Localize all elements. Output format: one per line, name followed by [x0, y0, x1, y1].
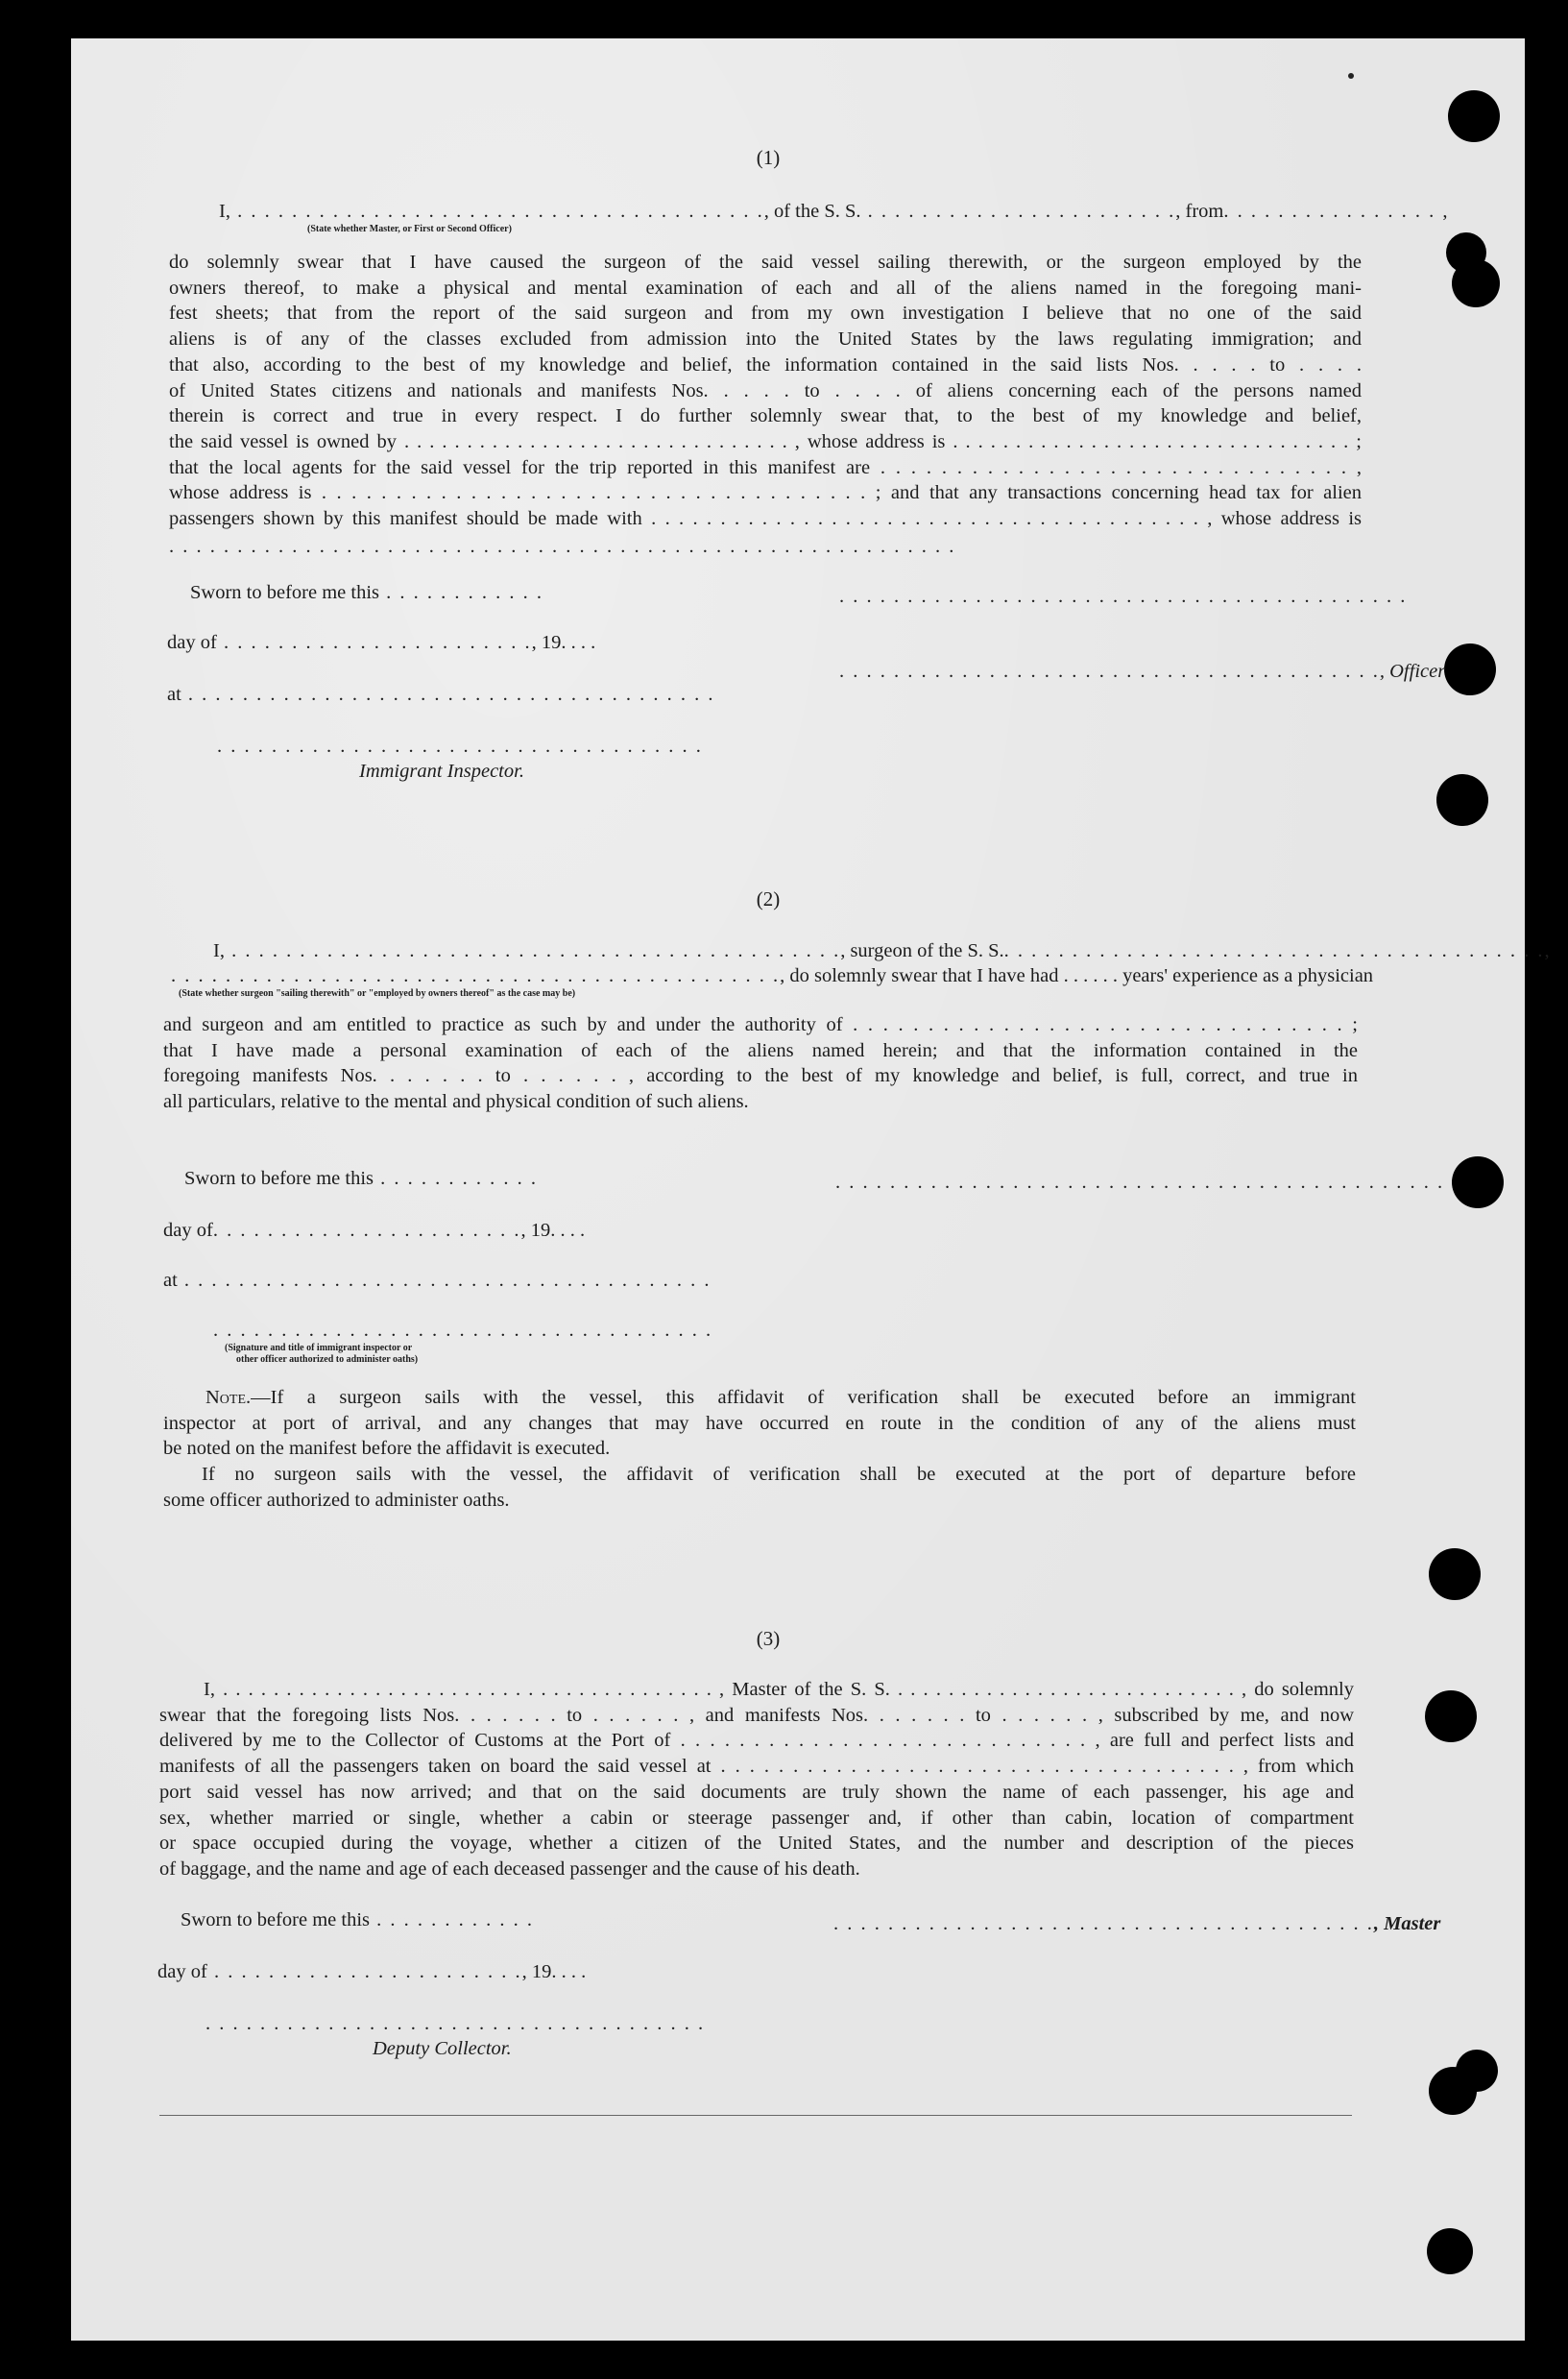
s1-officer-line: . . . . . . . . . . . . . . . . . . . . . . . . . . . . . . . . . . . . . . . ., Officer: [839, 661, 1446, 682]
s3-collector: Deputy Collector.: [373, 2038, 512, 2059]
bottom-rule: [159, 2115, 1352, 2116]
punch-hole: [1456, 2050, 1498, 2092]
s2-note2: [163, 1462, 1356, 1513]
s1-line: fest sheets; that from the report of the said surgeon and from my own investigation I believe that no one of the said: [169, 303, 1362, 325]
s2-line: and surgeon and am entitled to practice as such by and under the authority of . . . . . . . . . . . . . . . . . . . . . . . . . . . . . . . . . ;: [163, 1014, 1358, 1035]
s1-line: passengers shown by this manifest should be made with . . . . . . . . . . . . . . . . . . . . . . . . . . . . . . . . . . . . . . . . , whose address is: [169, 508, 1362, 530]
s1-line: owners thereof, to make a physical and mental examination of each and all of the aliens named in the foregoing mani-: [169, 277, 1362, 299]
punch-hole: [1425, 1690, 1477, 1742]
speck: [1348, 73, 1354, 79]
s3-line: or space occupied during the voyage, whether a citizen of the United States, and the number and description of the pieces: [159, 1833, 1354, 1855]
s1-line: that the local agents for the said vessel for the trip reported in this manifest are . . . . . . . . . . . . . . . . . . . . . . . . . . . . . . . ,: [169, 456, 1362, 478]
s2-sig-note: (Signature and title of immigrant inspector or: [225, 1343, 413, 1353]
s2-body: [163, 1012, 1358, 1115]
s3-line: I, . . . . . . . . . . . . . . . . . . . . . . . . . . . . . . . . . . . . . . . , Master of the S. S. . . . . . . . . . . . . . . . . . . . . . . . . . . . , do solemnly: [204, 1679, 1354, 1700]
s1-sworn: Sworn to before me this . . . . . . . . . . . .: [190, 582, 543, 603]
s2-note-line: be noted on the manifest before the affidavit is executed.: [163, 1438, 611, 1460]
s2-note: [163, 1385, 1356, 1462]
section-3-number: (3): [756, 1627, 781, 1650]
s3-line: sex, whether married or single, whether a cabin or steerage passenger and, if other than cabin, location of compartment: [159, 1807, 1354, 1829]
s1-line: whose address is . . . . . . . . . . . . . . . . . . . . . . . . . . . . . . . . . . . . . ; and that any transactions concerning head tax for alien: [169, 482, 1362, 504]
s1-trailing-dots: . . . . . . . . . . . . . . . . . . . . . . . . . . . . . . . . . . . . . . . . . . . . . . . . . . . . . . . . . .: [169, 536, 956, 557]
s3-line: manifests of all the passengers taken on board the said vessel at . . . . . . . . . . . . . . . . . . . . . . . . . . . . . . . . . . . . , from which: [159, 1756, 1354, 1778]
s2-sworn: Sworn to before me this . . . . . . . . . . . .: [184, 1168, 538, 1189]
s3-line: of baggage, and the name and age of each deceased passenger and the cause of his death.: [159, 1857, 860, 1880]
s2-line1: I, . . . . . . . . . . . . . . . . . . . . . . . . . . . . . . . . . . . . . . . . . . . . ., surgeon of the S. S.. . . . . . . . . . . . . . . . . . . . . . . . . . . . . . . . . . . . . . . .,: [213, 940, 1552, 961]
s1-signature-line: . . . . . . . . . . . . . . . . . . . . . . . . . . . . . . . . . . . . . . . . . .: [839, 586, 1408, 607]
s2-line2: . . . . . . . . . . . . . . . . . . . . . . . . . . . . . . . . . . . . . . . . . . . . ., do solemnly swear that I have had . . . . . . years' experience as a physician: [171, 965, 1374, 986]
s1-note-under: (State whether Master, or First or Second Officer): [307, 224, 512, 234]
s2-at: at . . . . . . . . . . . . . . . . . . . . . . . . . . . . . . . . . . . . . . .: [163, 1270, 712, 1291]
s2-note2-line: some officer authorized to administer oaths.: [163, 1489, 510, 1511]
s1-line: of United States citizens and nationals and manifests Nos. . . . . to . . . . of aliens concerning each of the persons named: [169, 379, 1362, 401]
s2-note-line: inspector at port of arrival, and any changes that may have occurred en route in the condition of any of the aliens must: [163, 1412, 1356, 1434]
punch-hole: [1448, 90, 1500, 142]
punch-hole: [1444, 643, 1496, 695]
punch-hole: [1436, 774, 1488, 826]
s3-line: delivered by me to the Collector of Customs at the Port of . . . . . . . . . . . . . . . . . . . . . . . . . . . . , are full and perfect lists and: [159, 1730, 1354, 1752]
s1-inspector: Immigrant Inspector.: [359, 761, 524, 782]
s2-note-line: Note.—If a surgeon sails with the vessel, this affidavit of verification shall be executed before an immigrant: [205, 1387, 1356, 1408]
punch-hole: [1427, 2228, 1473, 2274]
s2-signature-line: . . . . . . . . . . . . . . . . . . . . . . . . . . . . . . . . . . . . . . . . . . . . .: [835, 1172, 1445, 1193]
s1-line: therein is correct and true in every respect. I do further solemnly swear that, to the best of my knowledge and belief,: [169, 405, 1362, 427]
s3-body: [159, 1677, 1354, 1882]
s1-body: [169, 250, 1362, 532]
s3-day-of: day of . . . . . . . . . . . . . . . . . . . . . . ., 19. . . .: [157, 1961, 587, 1982]
s1-intro: I, . . . . . . . . . . . . . . . . . . . . . . . . . . . . . . . . . . . . . . ., of the S. S. . . . . . . . . . . . . . . . . . . . . . . ., from. . . . . . . . . . . . . . . . ,: [219, 201, 1450, 222]
s1-inspector-line: . . . . . . . . . . . . . . . . . . . . . . . . . . . . . . . . . . . .: [217, 736, 703, 757]
s3-master-line: . . . . . . . . . . . . . . . . . . . . . . . . . . . . . . . . . . . . . . . ., Master: [833, 1913, 1441, 1934]
s3-line: swear that the foregoing lists Nos. . . . . . . to . . . . . . , and manifests Nos. . . . . . . to . . . . . . , subscribed by me, and now: [159, 1704, 1354, 1726]
s2-sig-line: . . . . . . . . . . . . . . . . . . . . . . . . . . . . . . . . . . . . .: [213, 1320, 713, 1341]
s2-note2-line: If no surgeon sails with the vessel, the affidavit of verification shall be executed at the port of departure before: [202, 1464, 1356, 1485]
s1-at: at . . . . . . . . . . . . . . . . . . . . . . . . . . . . . . . . . . . . . . .: [167, 684, 715, 705]
s1-line: aliens is of any of the classes excluded from admission into the United States by the laws regulating immigration; and: [169, 328, 1362, 351]
s1-line: the said vessel is owned by . . . . . . . . . . . . . . . . . . . . . . . . . . . . . . . , whose address is . . . . . . . . . . . . . . . . . . . . . . . . . . . . . . . . ;: [169, 430, 1362, 452]
s2-day-of: day of. . . . . . . . . . . . . . . . . . . . . . ., 19. . . .: [163, 1220, 586, 1241]
s2-line: all particulars, relative to the mental and physical condition of such aliens.: [163, 1091, 749, 1113]
s2-sig-note: other officer authorized to administer oaths): [236, 1354, 419, 1365]
s1-line: do solemnly swear that I have caused the surgeon of the said vessel sailing therewith, or the surgeon employed by the: [169, 252, 1362, 273]
s2-line: that I have made a personal examination of each of the aliens named herein; and that the information contained in the: [163, 1039, 1358, 1061]
section-2-number: (2): [756, 887, 781, 910]
s3-line: port said vessel has now arrived; and that on the said documents are truly shown the name of each passenger, his age and: [159, 1781, 1354, 1803]
s2-note-under: (State whether surgeon "sailing therewith" or "employed by owners thereof" as the case may be): [179, 988, 576, 999]
s1-day-of: day of . . . . . . . . . . . . . . . . . . . . . . ., 19. . . .: [167, 632, 596, 653]
punch-hole: [1429, 1548, 1481, 1600]
s3-sworn: Sworn to before me this . . . . . . . . . . . .: [181, 1909, 534, 1930]
s2-line: foregoing manifests Nos. . . . . . . to . . . . . . , according to the best of my knowledge and belief, is full, correct, and true in: [163, 1065, 1358, 1087]
s1-line: that also, according to the best of my knowledge and belief, the information contained in the said lists Nos. . . . . to . . . .: [169, 353, 1362, 376]
s3-collector-line: . . . . . . . . . . . . . . . . . . . . . . . . . . . . . . . . . . . . .: [205, 2013, 706, 2034]
punch-hole: [1452, 259, 1500, 307]
section-1-number: (1): [756, 146, 781, 169]
punch-hole: [1452, 1156, 1504, 1208]
